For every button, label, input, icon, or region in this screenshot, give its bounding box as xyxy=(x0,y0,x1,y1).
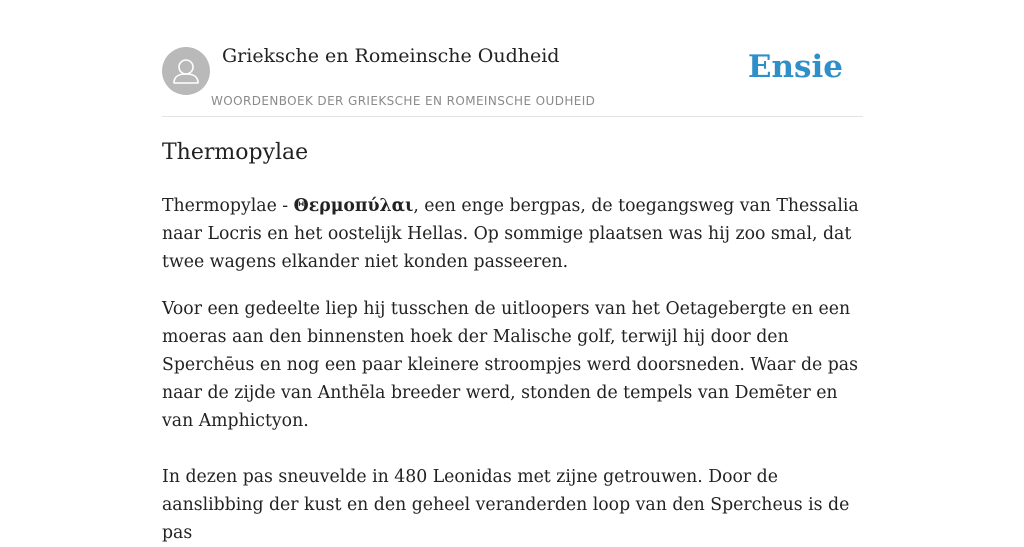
greek-term: Θερμοπύλαι xyxy=(293,196,414,216)
article-paragraph-1 xyxy=(162,192,863,276)
article-paragraph-2: Voor een gedeelte liep hij tusschen de uitloopers van het Oetagebergte en een moeras aan den binnensten hoek der Malische golf, terwijl hij door den Sperchēus en nog een paar kleinere stroompjes werd doorsneden. Waar de pas naar de zijde van Anthēla breeder werd, stonden de tempels van Demēter en van Amphictyon. xyxy=(162,299,858,431)
site-title[interactable]: Grieksche en Romeinsche Oudheid xyxy=(222,45,560,67)
paragraph-1-prefix: Thermopylae - xyxy=(162,196,294,216)
header xyxy=(162,0,863,117)
site-subtitle: WOORDENBOEK DER GRIEKSCHE EN ROMEINSCHE OUDHEID xyxy=(211,94,596,108)
brand-logo[interactable]: Ensie xyxy=(747,49,843,85)
paragraph-1-rest: , een enge bergpas, de toegangsweg van Thessalia naar Locris en het oostelijk Hellas. Op sommige plaatsen was hij zoo smal, dat twee wagens elkander niet konden passeeren. xyxy=(162,196,859,272)
user-icon xyxy=(162,47,210,95)
page-container xyxy=(162,0,863,543)
article-title: Thermopylae xyxy=(162,140,309,165)
avatar[interactable] xyxy=(162,47,210,95)
article-paragraph-3: In dezen pas sneuvelde in 480 Leonidas met zijne getrouwen. Door de aanslibbing der kust en den geheel veranderden loop van den Spercheus is de pas xyxy=(162,467,850,543)
